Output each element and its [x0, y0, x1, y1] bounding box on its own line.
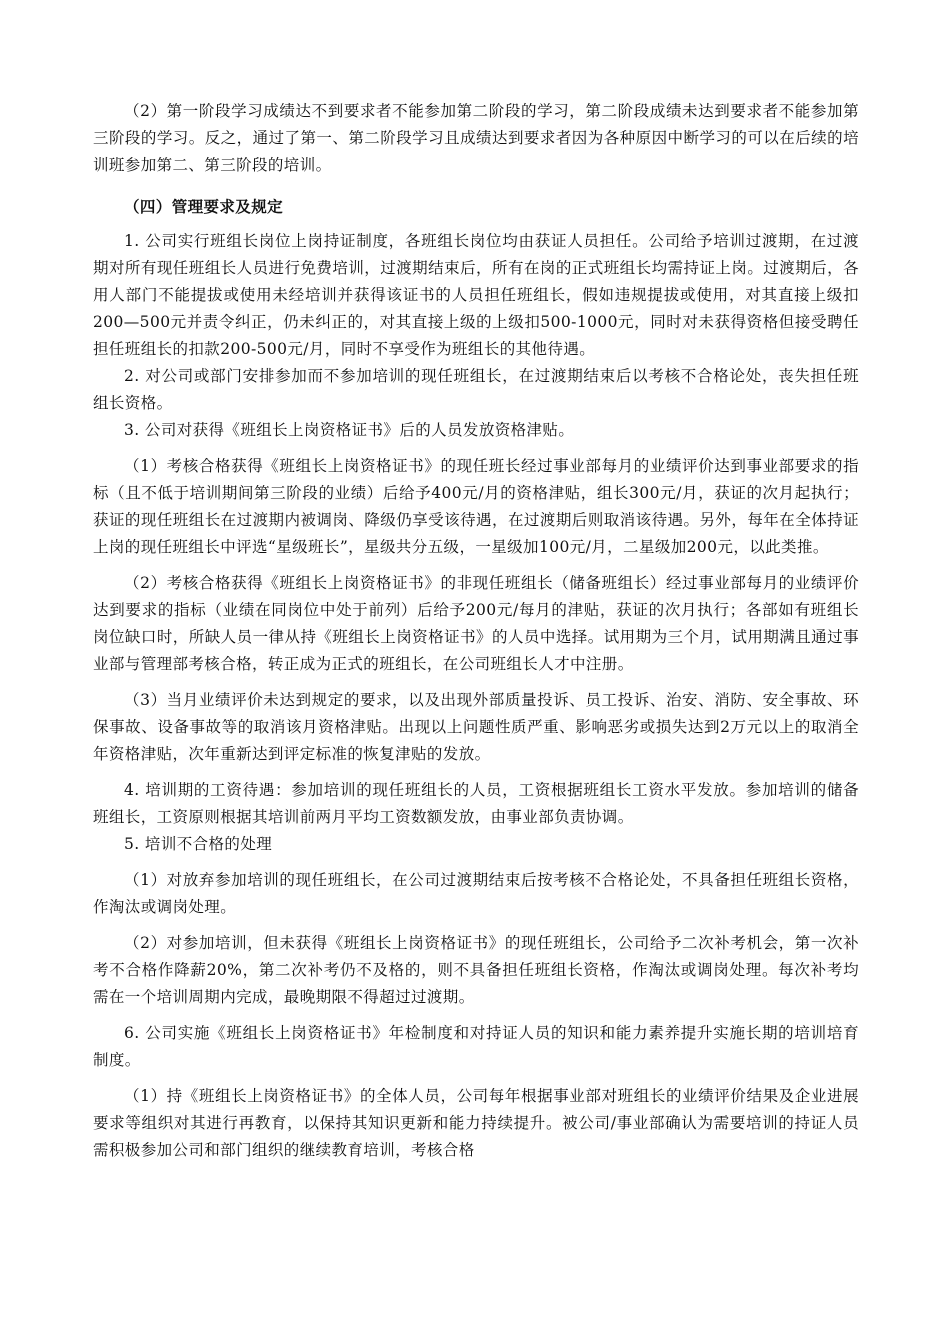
section-heading-management: （四）管理要求及规定: [124, 197, 284, 216]
paragraph-item-1: 1. 公司实行班组长岗位上岗持证制度，各班组长岗位均由获证人员担任。公司给予培训过渡期，在过渡期对所有现任班组长人员进行免费培训，过渡期结束后，所有在岗的正式班组长均需持证上岗。过渡期后，各用人部门不能提拔或使用未经培训并获得该证书的人员担任班组长，假如违规提拔或使用，对其直接上级扣200—500元并责令纠正，仍未纠正的，对其直接上级的上级扣500-1000元，同时对未获得资格但接受聘任担任班组长的扣款200-500元/月，同时不享受作为班组长的其他待遇。: [93, 232, 859, 358]
paragraph-item-6: 6. 公司实施《班组长上岗资格证书》年检制度和对持证人员的知识和能力素养提升实施长期的培训培育制度。: [93, 1024, 859, 1069]
paragraph-item-3-sub-1: （1）考核合格获得《班组长上岗资格证书》的现任班长经过事业部每月的业绩评价达到事业部要求的指标（且不低于培训期间第三阶段的业绩）后给予400元/月的资格津贴，组长300元/月，获证的次月起执行；获证的现任班组长在过渡期内被调岗、降级仍享受该待遇，在过渡期后则取消该待遇。另外，每年在全体持证上岗的现任班组长中评选“星级班长”，星级共分五级，一星级加100元/月，二星级加200元，以此类推。: [93, 457, 859, 556]
paragraph-item-4: 4. 培训期的工资待遇：参加培训的现任班组长的人员，工资根据班组长工资水平发放。参加培训的储备班组长，工资原则根据其培训前两月平均工资数额发放，由事业部负责协调。: [93, 781, 859, 826]
paragraph-item-2: 2. 对公司或部门安排参加而不参加培训的现任班组长，在过渡期结束后以考核不合格论处，丧失担任班组长资格。: [93, 367, 859, 412]
paragraph-item-5-sub-2: （2）对参加培训，但未获得《班组长上岗资格证书》的现任班组长，公司给予二次补考机会，第一次补考不合格作降薪20%，第二次补考仍不及格的，则不具备担任班组长资格，作淘汰或调岗处理。每次补考均需在一个培训周期内完成，最晚期限不得超过过渡期。: [93, 934, 859, 1006]
paragraph-item-5-sub-1: （1）对放弃参加培训的现任班组长，在公司过渡期结束后按考核不合格论处，不具备担任班组长资格，作淘汰或调岗处理。: [93, 871, 859, 916]
paragraph-item-3: 3. 公司对获得《班组长上岗资格证书》后的人员发放资格津贴。: [124, 421, 575, 439]
paragraph-item-5: 5. 培训不合格的处理: [124, 835, 273, 853]
paragraph-stage-requirements: （2）第一阶段学习成绩达不到要求者不能参加第二阶段的学习，第二阶段成绩未达到要求者不能参加第三阶段的学习。反之，通过了第一、第二阶段学习且成绩达到要求者因为各种原因中断学习的可以在后续的培训班参加第二、第三阶段的培训。: [93, 102, 859, 174]
paragraph-item-6-sub-1: （1）持《班组长上岗资格证书》的全体人员，公司每年根据事业部对班组长的业绩评价结果及企业进展要求等组织对其进行再教育，以保持其知识更新和能力持续提升。被公司/事业部确认为需要培训的持证人员需积极参加公司和部门组织的继续教育培训，考核合格: [93, 1087, 859, 1159]
document-body: [93, 98, 859, 1164]
paragraph-item-3-sub-3: （3）当月业绩评价未达到规定的要求，以及出现外部质量投诉、员工投诉、治安、消防、安全事故、环保事故、设备事故等的取消该月资格津贴。出现以上问题性质严重、影响恶劣或损失达到2万元以上的取消全年资格津贴，次年重新达到评定标准的恢复津贴的发放。: [93, 691, 859, 763]
paragraph-item-3-sub-2: （2）考核合格获得《班组长上岗资格证书》的非现任班组长（储备班组长）经过事业部每月的业绩评价达到要求的指标（业绩在同岗位中处于前列）后给予200元/每月的津贴，获证的次月执行；各部如有班组长岗位缺口时，所缺人员一律从持《班组长上岗资格证书》的人员中选择。试用期为三个月，试用期满且通过事业部与管理部考核合格，转正成为正式的班组长，在公司班组长人才中注册。: [93, 574, 859, 673]
